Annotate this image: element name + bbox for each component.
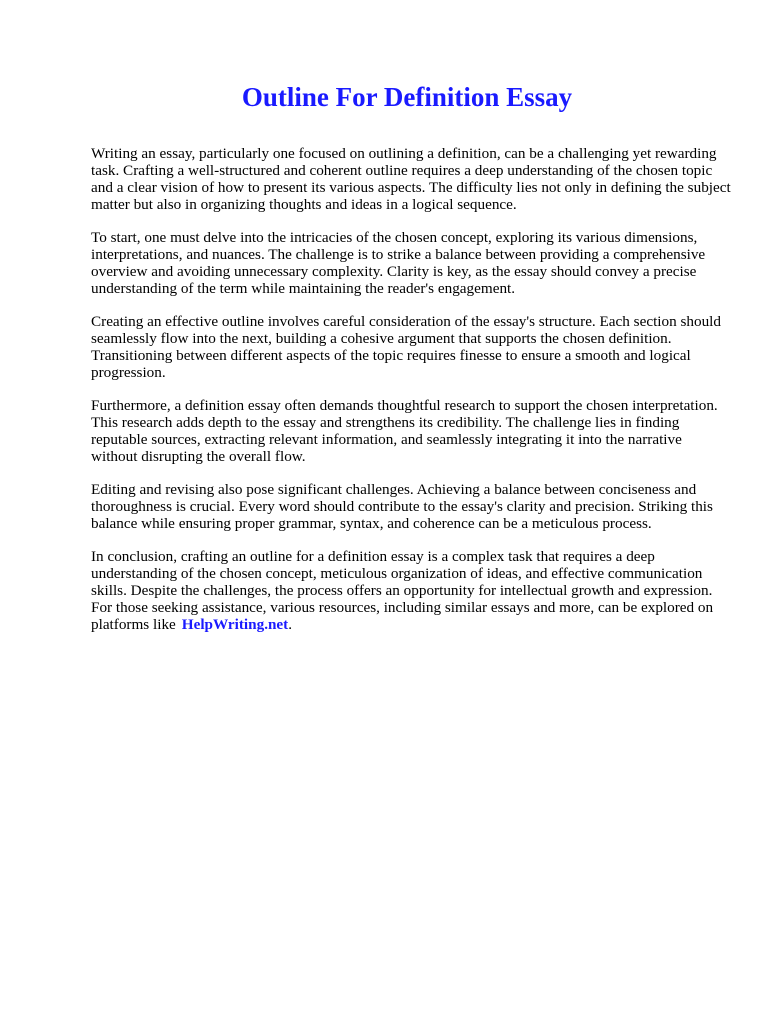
paragraph-concept: To start, one must delve into the intricacies of the chosen concept, exploring its various dimensions, interpretations, and nuances. The challenge is to strike a balance between providing a comprehensive overview and avoiding unnecessary complexity. Clarity is key, as the essay should convey a precise understanding of the term while maintaining the reader's engagement. (91, 229, 706, 297)
conclusion-period: . (288, 616, 293, 633)
paragraph-structure: Creating an effective outline involves careful consideration of the essay's structure. Each section should seamlessly flow into the next, building a cohesive argument that supports the chosen definition. Transitioning between different aspects of the topic requires finesse to ensure a smooth and logical progression. (91, 313, 721, 381)
paragraph-conclusion (91, 548, 731, 633)
helpwriting-link[interactable]: HelpWriting.net (181, 616, 289, 633)
paragraph-research: Furthermore, a definition essay often demands thoughtful research to support the chosen interpretation. This research adds depth to the essay and strengthens its credibility. The challenge lies in finding reputable sources, extracting relevant information, and seamlessly integrating it into the narrative without disrupting the overall flow. (91, 397, 718, 465)
paragraph-intro: Writing an essay, particularly one focused on outlining a definition, can be a challenging yet rewarding task. Crafting a well-structured and coherent outline requires a deep understanding of the chosen topic and a clear vision of how to present its various aspects. The difficulty lies not only in defining the subject matter but also in organizing thoughts and ideas in a logical sequence. (91, 145, 731, 213)
page-title: Outline For Definition Essay (241, 82, 573, 112)
paragraph-editing: Editing and revising also pose significant challenges. Achieving a balance between conciseness and thoroughness is crucial. Every word should contribute to the essay's clarity and precision. Striking this balance while ensuring proper grammar, syntax, and coherence can be a meticulous process. (91, 481, 713, 532)
conclusion-text: In conclusion, crafting an outline for a definition essay is a complex task that requires a deep understanding of the chosen concept, meticulous organization of ideas, and effective communication skills. Despite the challenges, the process offers an opportunity for intellectual growth and expression. For those seeking assistance, various resources, including similar essays and more, can be explored on platforms like (91, 548, 714, 633)
essay-body (91, 145, 731, 649)
